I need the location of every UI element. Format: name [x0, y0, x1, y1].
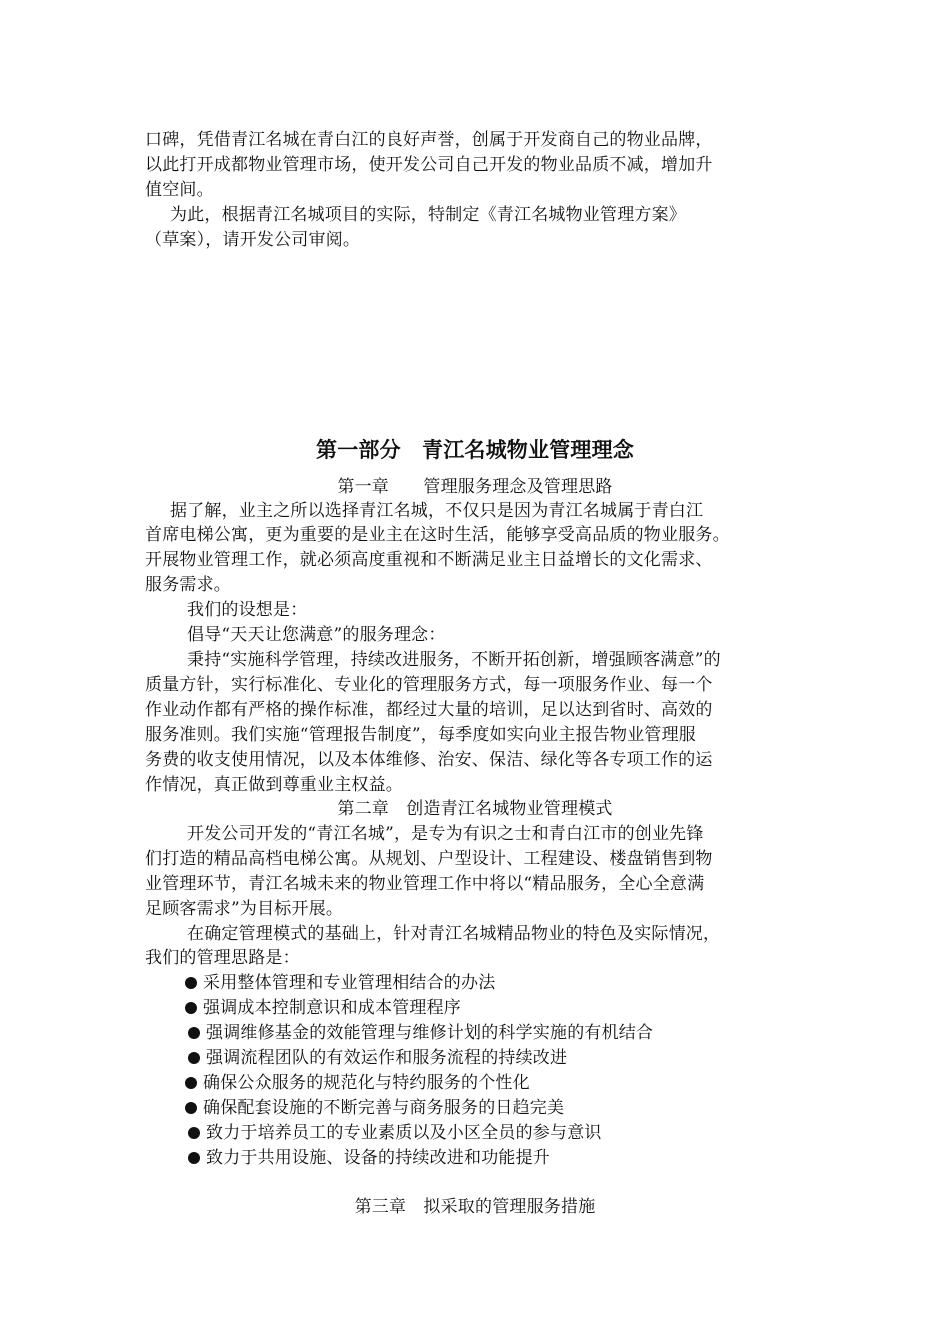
body-line: 我们的设想是： — [187, 600, 308, 620]
intro-line: 口碑，凭借青江名城在青白江的良好声誉，创属于开发商自己的物业品牌， — [145, 130, 713, 150]
list-item: 致力于培养员工的专业素质以及小区全员的参与意识 — [188, 1121, 602, 1145]
part-title: 第一部分 青江名城物业管理理念 — [316, 438, 634, 462]
list-item: 致力于共用设施、设备的持续改进和功能提升 — [188, 1146, 550, 1170]
body-line: 作情况，真正做到尊重业主权益。 — [145, 775, 403, 795]
list-item: 确保配套设施的不断完善与商务服务的日趋完美 — [185, 1096, 564, 1120]
chapter-heading: 第二章 创造青江名城物业管理模式 — [337, 799, 613, 819]
intro-line: 为此，根据青江名城项目的实际，特制定《青江名城物业管理方案》 — [170, 205, 686, 225]
body-line: 务费的收支使用情况，以及本体维修、治安、保洁、绿化等各专项工作的运 — [145, 750, 713, 770]
bullet-icon — [188, 1127, 200, 1139]
list-item: 强调维修基金的效能管理与维修计划的科学实施的有机结合 — [188, 1021, 653, 1045]
intro-line: （草案），请开发公司审阅。 — [145, 230, 361, 250]
bullet-icon — [188, 1152, 200, 1164]
bullet-icon — [185, 1077, 197, 1089]
body-line: 据了解，业主之所以选择青江名城，不仅只是因为青江名城属于青白江 — [170, 501, 704, 521]
body-line: 开发公司开发的“青江名城”，是专为有识之士和青白江市的创业先锋 — [187, 824, 704, 844]
bullet-icon — [185, 1002, 197, 1014]
body-line: 业管理环节，青江名城未来的物业管理工作中将以“精品服务，全心全意满 — [145, 874, 705, 894]
list-item: 强调流程团队的有效运作和服务流程的持续改进 — [188, 1046, 567, 1070]
body-line: 开展物业管理工作，就必须高度重视和不断满足业主日益增长的文化需求、 — [145, 550, 713, 570]
list-item: 确保公众服务的规范化与特约服务的个性化 — [185, 1071, 530, 1095]
body-line: 在确定管理模式的基础上，针对青江名城精品物业的特色及实际情况， — [187, 924, 721, 944]
body-line: 倡导“天天让您满意”的服务理念： — [187, 625, 446, 645]
bullet-icon — [188, 1052, 200, 1064]
body-line: 服务需求。 — [145, 575, 231, 595]
list-item: 强调成本控制意识和成本管理程序 — [185, 996, 461, 1020]
body-line: 足顾客需求”为目标开展。 — [145, 899, 344, 919]
chapter-heading: 第三章 拟采取的管理服务措施 — [354, 1197, 596, 1217]
body-line: 们打造的精品高档电梯公寓。从规划、户型设计、工程建设、楼盘销售到物 — [145, 849, 713, 869]
intro-line: 值空间。 — [145, 180, 214, 200]
body-line: 秉持“实施科学管理，持续改进服务，不断开拓创新，增强顾客满意”的 — [187, 650, 721, 670]
bullet-icon — [185, 977, 197, 989]
body-line: 服务准则。我们实施“管理报告制度”，每季度如实向业主报告物业管理服 — [145, 725, 696, 745]
intro-line: 以此打开成都物业管理市场，使开发公司自己开发的物业品质不减，增加升 — [145, 155, 713, 175]
bullet-icon — [185, 1102, 197, 1114]
body-line: 我们的管理思路是： — [145, 948, 300, 968]
chapter-heading: 第一章 管理服务理念及管理思路 — [337, 477, 613, 497]
body-line: 首席电梯公寓，更为重要的是业主在这时生活，能够享受高品质的物业服务。 — [145, 525, 730, 545]
list-item: 采用整体管理和专业管理相结合的办法 — [185, 971, 495, 995]
body-line: 质量方针，实行标准化、专业化的管理服务方式，每一项服务作业、每一个 — [145, 675, 713, 695]
bullet-icon — [188, 1027, 200, 1039]
body-line: 作业动作都有严格的操作标准，都经过大量的培训，足以达到省时、高效的 — [145, 700, 713, 720]
